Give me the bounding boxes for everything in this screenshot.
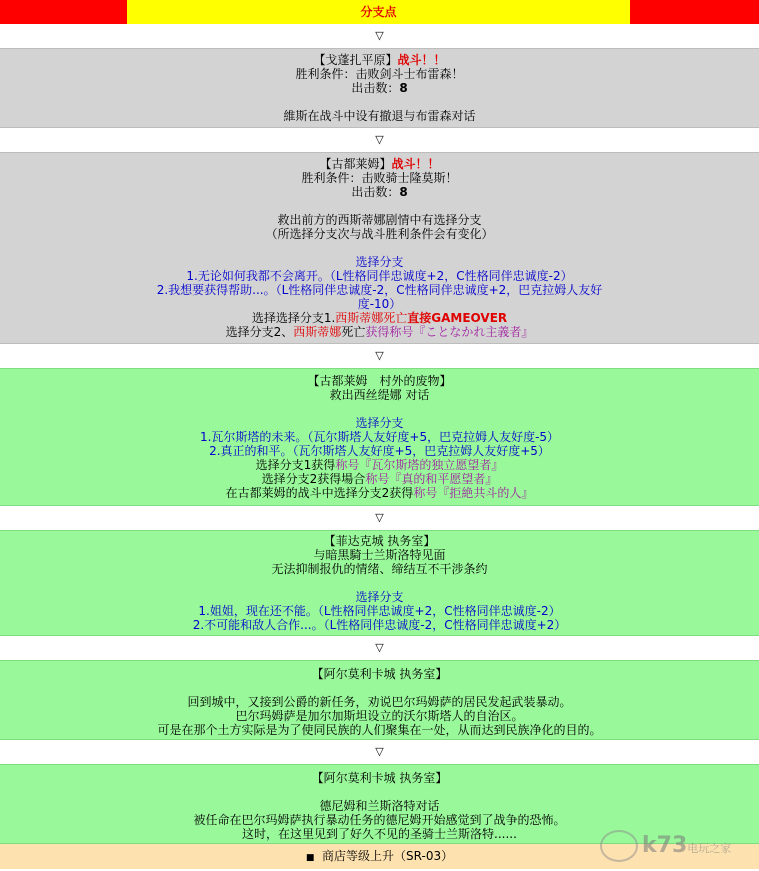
battle-label: 战斗！！ — [391, 157, 440, 171]
stage-title: 【阿尔莫利卡城 执务室】 — [311, 667, 448, 681]
section-almorica-office-1 — [0, 660, 759, 740]
choice-1: 1.无论如何我都不会离开。（L性格同伴忠诚度+2，C性格同伴忠诚度-2） — [186, 269, 573, 283]
result-death: 西斯蒂娜死亡 — [335, 311, 408, 325]
choice-1: 1.瓦尔斯塔的未来。（瓦尔斯塔人友好度+5，巴克拉姆人友好度-5） — [199, 430, 560, 444]
choice-1: 1.姐姐，现在还不能。（L性格同伴忠诚度+2，C性格同伴忠诚度-2） — [198, 604, 561, 618]
choice-heading: 选择分支 — [355, 590, 404, 604]
result-1 — [0, 458, 759, 472]
watermark-text: k73 — [642, 833, 688, 858]
event-note-2: 无法抑制报仇的情绪、缔结互不干涉条约 — [271, 562, 488, 576]
result-label: 选择选择分支1. — [251, 311, 336, 325]
result-label: 选择分支1获得 — [255, 458, 336, 472]
section-rime-outskirts — [0, 368, 759, 506]
victory-condition: 胜利条件：击败剑斗士布雷森！ — [295, 67, 464, 81]
down-arrow-icon: ▽ — [0, 636, 759, 660]
down-arrow-icon: ▽ — [0, 740, 759, 764]
choice-heading: 选择分支 — [355, 416, 404, 430]
stage-title: 【阿尔莫利卡城 执务室】 — [311, 771, 448, 785]
note-text: 維斯在战斗中设有撤退与布雷森对话 — [283, 109, 476, 123]
stage-title: 【古都莱姆 村外的废物】 — [307, 374, 452, 388]
sortie-label: 出击数： — [351, 81, 400, 95]
result-name: 西斯蒂娜 — [293, 325, 342, 339]
down-arrow-icon: ▽ — [0, 506, 759, 530]
sortie-count — [0, 81, 759, 95]
story-text-1: 回到城中，又接到公爵的新任务，劝说巴尔玛姆萨的居民发起武装暴动。 — [187, 695, 572, 709]
event-note-sub: （所选择分支次与战斗胜利条件会有变化） — [265, 227, 494, 241]
result-label: 选择分支2、 — [225, 325, 294, 339]
result-1 — [0, 311, 759, 325]
section-ancient-rime — [0, 152, 759, 344]
down-arrow-icon: ▽ — [0, 344, 759, 368]
result-2 — [0, 472, 759, 486]
sortie-value: 8 — [399, 81, 408, 95]
section-fidac-office — [0, 530, 759, 636]
sortie-label: 出击数： — [351, 185, 400, 199]
story-text-1: 德尼姆和兰斯洛特对话 — [319, 799, 440, 813]
event-note: 救出西丝缇娜 对话 — [329, 388, 430, 402]
result-title: 称号『拒絶共斗的人』 — [413, 486, 534, 500]
story-text-2: 巴尔玛姆萨是加尔加斯坦设立的沃尔斯塔人的自治区。 — [235, 709, 524, 723]
stage-title — [0, 53, 759, 67]
sortie-value: 8 — [399, 185, 408, 199]
result-2 — [0, 325, 759, 339]
choice-2: 2.真正的和平。（瓦尔斯塔人友好度+5，巴克拉姆人友好度+5） — [209, 444, 550, 458]
sortie-count — [0, 185, 759, 199]
down-arrow-icon: ▽ — [0, 24, 759, 48]
event-note: 救出前方的西斯蒂娜剧情中有选择分支 — [277, 213, 482, 227]
result-3 — [0, 486, 759, 500]
shop-level-text: 商店等级上升（SR-03） — [322, 849, 454, 863]
gamepad-logo-icon — [600, 830, 638, 862]
stage-name: 【戈蓬扎平原】 — [313, 53, 398, 67]
choice-2: 2.不可能和敌人合作...。（L性格同伴忠诚度-2，C性格同伴忠诚度+2） — [192, 618, 567, 632]
result-death: 死亡 — [341, 325, 366, 339]
result-title: 称号『真的和平愿望者』 — [365, 472, 498, 486]
result-title: 称号『瓦尔斯塔的独立愿望者』 — [335, 458, 504, 472]
story-text-3: 这时，在这里见到了好久不见的圣骑士兰斯洛特...... — [242, 827, 517, 841]
story-text-2: 被任命在巴尔玛姆萨执行暴动任务的德尼姆开始感觉到了战争的恐怖。 — [193, 813, 566, 827]
branch-title: 分支点 — [127, 0, 630, 24]
branch-header — [0, 0, 759, 24]
down-arrow-icon: ▽ — [0, 128, 759, 152]
result-title: 获得称号『ことなかれ主義者』 — [365, 325, 534, 339]
result-label: 选择分支2获得場合 — [261, 472, 366, 486]
victory-condition: 胜利条件：击败骑士隆莫斯！ — [301, 171, 458, 185]
battle-label: 战斗！！ — [397, 53, 446, 67]
watermark-subtext: 电玩之家 — [687, 842, 732, 855]
stage-title — [0, 157, 759, 171]
result-label: 在古都莱姆的战斗中选择分支2获得 — [225, 486, 414, 500]
stage-title: 【菲达克城 执务室】 — [323, 534, 436, 548]
k73-watermark — [600, 824, 759, 868]
story-text-3: 可是在那个土方实际是为了使同民族的人们聚集在一处，从而达到民族净化的目的。 — [157, 723, 602, 737]
bullet-icon: ■ — [305, 853, 315, 863]
stage-name: 【古都莱姆】 — [319, 157, 392, 171]
result-gameover: 直接GAMEOVER — [407, 311, 508, 325]
section-gebonza-plain — [0, 48, 759, 128]
event-note: 与暗黒騎士兰斯洛特见面 — [313, 548, 446, 562]
choice-2: 2.我想要获得帮助...。（L性格同伴忠诚度-2，C性格同伴忠诚度+2，巴克拉姆人友好 — [156, 283, 603, 297]
choice-heading: 选择分支 — [355, 255, 404, 269]
choice-2-cont: 度-10） — [357, 297, 402, 311]
